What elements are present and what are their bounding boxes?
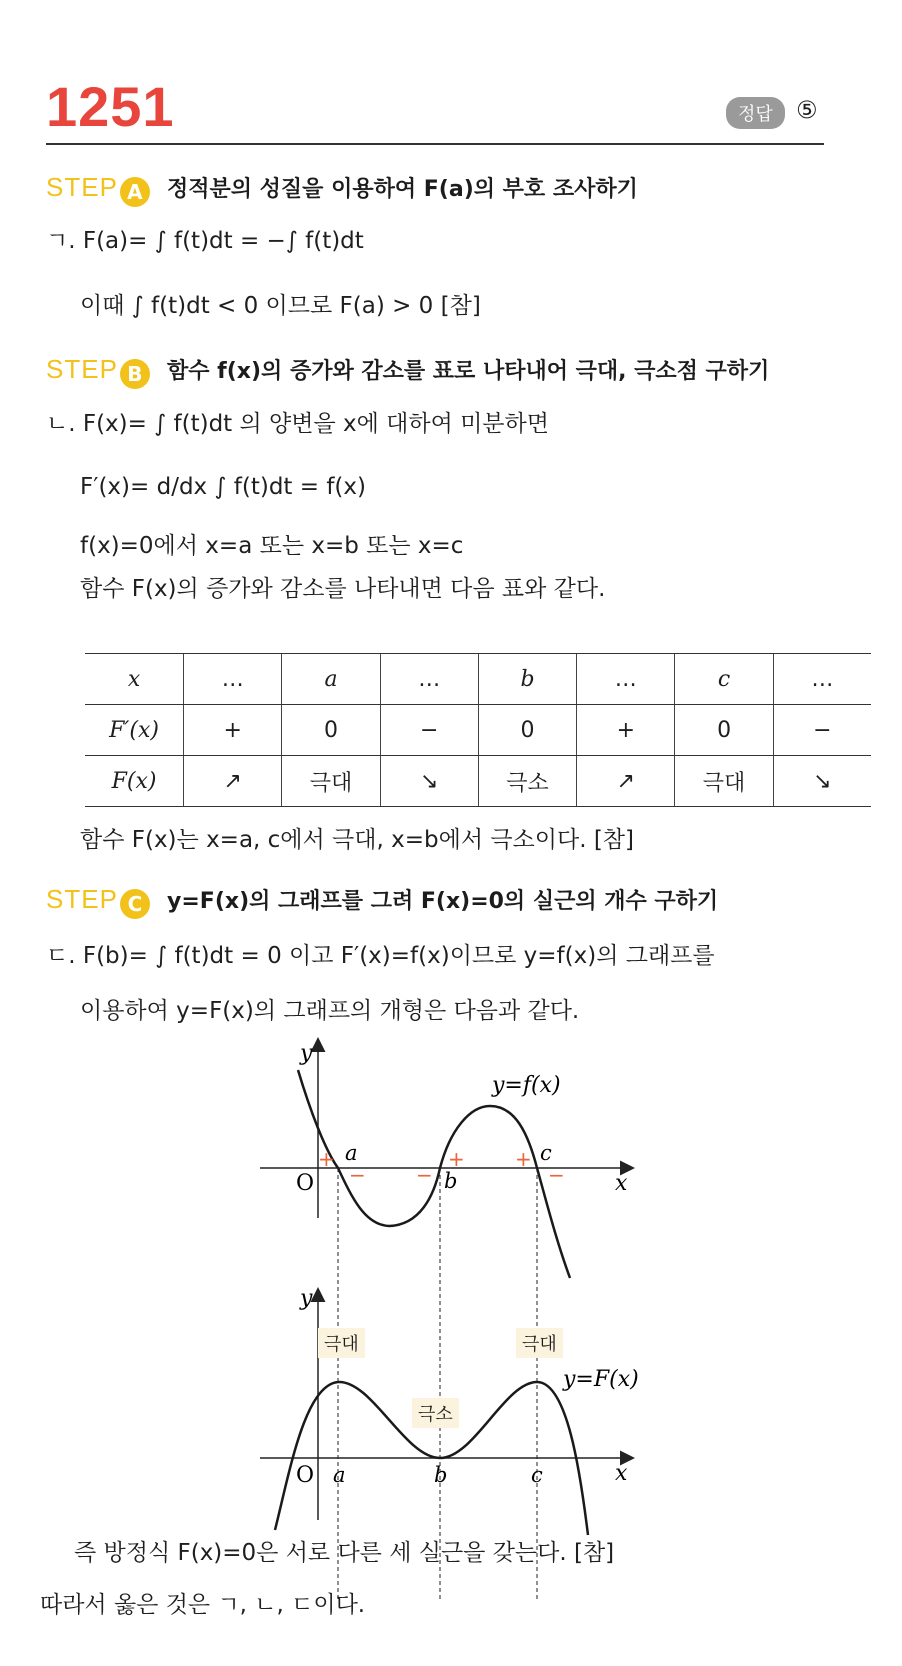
line-b4: 함수 F(x)의 증가와 감소를 나타내면 다음 표와 같다.	[80, 576, 606, 602]
point-c: c	[531, 1463, 543, 1487]
table-cell: b	[478, 654, 576, 705]
local-max-box: 극대	[516, 1328, 563, 1358]
local-max-box: 극대	[318, 1328, 365, 1358]
table-cell: c	[675, 654, 773, 705]
line-b2: F′(x)= d/dx ∫ f(t)dt = f(x)	[80, 474, 366, 500]
line-c1: ㄷ. F(b)= ∫ f(t)dt = 0 이고 F′(x)=f(x)이므로 y=f(x)의 그래프를	[46, 943, 715, 969]
table-cell: ↗	[577, 756, 675, 807]
table-cell: …	[773, 654, 871, 705]
table-cell: +	[184, 705, 282, 756]
table-cell: 극소	[478, 756, 576, 807]
curve-f	[298, 1070, 570, 1278]
table-cell: F′(x)	[85, 705, 184, 756]
line-c4: 따라서 옳은 것은 ㄱ, ㄴ, ㄷ이다.	[40, 1592, 366, 1618]
line-b3: f(x)=0에서 x=a 또는 x=b 또는 x=c	[80, 533, 464, 559]
step-title: y=F(x)의 그래프를 그려 F(x)=0의 실근의 개수 구하기	[167, 889, 719, 914]
sign-mark: −	[416, 1163, 433, 1187]
line-a2: 이때 ∫ f(t)dt < 0 이므로 F(a) > 0 [참]	[80, 293, 481, 319]
graph-f	[260, 1040, 632, 1600]
table-cell: …	[577, 654, 675, 705]
line-b1: ㄴ. F(x)= ∫ f(t)dt 의 양변을 x에 대하여 미분하면	[46, 411, 549, 437]
step-letter: C	[120, 889, 150, 919]
step-label: STEP	[46, 172, 118, 202]
y-label: y	[300, 1286, 313, 1311]
table-cell: −	[380, 705, 478, 756]
sign-mark: −	[548, 1163, 565, 1187]
curve-F-label: y=F(x)	[563, 1367, 639, 1392]
table-cell: ↘	[773, 756, 871, 807]
answer-value: ⑤	[796, 96, 818, 124]
table-cell: …	[184, 654, 282, 705]
step-letter: B	[120, 359, 150, 389]
line-b5: 함수 F(x)는 x=a, c에서 극대, x=b에서 극소이다. [참]	[80, 827, 635, 853]
table-cell: 0	[675, 705, 773, 756]
point-b: b	[434, 1463, 448, 1487]
line-a1: ㄱ. F(a)= ∫ f(t)dt = −∫ f(t)dt	[46, 228, 364, 254]
sign-mark: +	[448, 1147, 465, 1171]
step-label: STEP	[46, 354, 118, 384]
sign-mark: +	[318, 1147, 335, 1171]
table-cell: 극대	[675, 756, 773, 807]
table-cell: ↗	[184, 756, 282, 807]
problem-number: 1251	[46, 75, 175, 138]
table-cell: 극대	[282, 756, 380, 807]
step-title: 정적분의 성질을 이용하여 F(a)의 부호 조사하기	[167, 177, 638, 202]
x-label: x	[615, 1171, 628, 1196]
point-b: b	[444, 1169, 458, 1193]
origin-label: O	[296, 1171, 315, 1196]
line-c3: 즉 방정식 F(x)=0은 서로 다른 세 실근을 갖는다. [참]	[74, 1540, 615, 1566]
step-letter: A	[120, 177, 150, 207]
point-a: a	[333, 1463, 346, 1487]
table-cell: a	[282, 654, 380, 705]
table-cell: F(x)	[85, 756, 184, 807]
point-a: a	[345, 1141, 358, 1165]
table-cell: +	[577, 705, 675, 756]
table-cell: …	[380, 654, 478, 705]
local-min-box: 극소	[412, 1398, 459, 1428]
table-cell: 0	[478, 705, 576, 756]
table-cell: ↘	[380, 756, 478, 807]
y-label: y	[300, 1041, 313, 1066]
answer-badge: 정답	[726, 97, 785, 129]
curve-f-label: y=f(x)	[492, 1073, 561, 1098]
origin-label: O	[296, 1463, 315, 1488]
sign-mark: −	[349, 1163, 366, 1187]
line-c2: 이용하여 y=F(x)의 그래프의 개형은 다음과 같다.	[80, 998, 580, 1024]
table-cell: x	[85, 654, 184, 705]
table-cell: 0	[282, 705, 380, 756]
step-title: 함수 f(x)의 증가와 감소를 표로 나타내어 극대, 극소점 구하기	[167, 359, 770, 384]
sign-mark: +	[515, 1147, 532, 1171]
point-c: c	[540, 1141, 552, 1165]
step-label: STEP	[46, 884, 118, 914]
table-cell: −	[773, 705, 871, 756]
x-label: x	[615, 1461, 628, 1486]
